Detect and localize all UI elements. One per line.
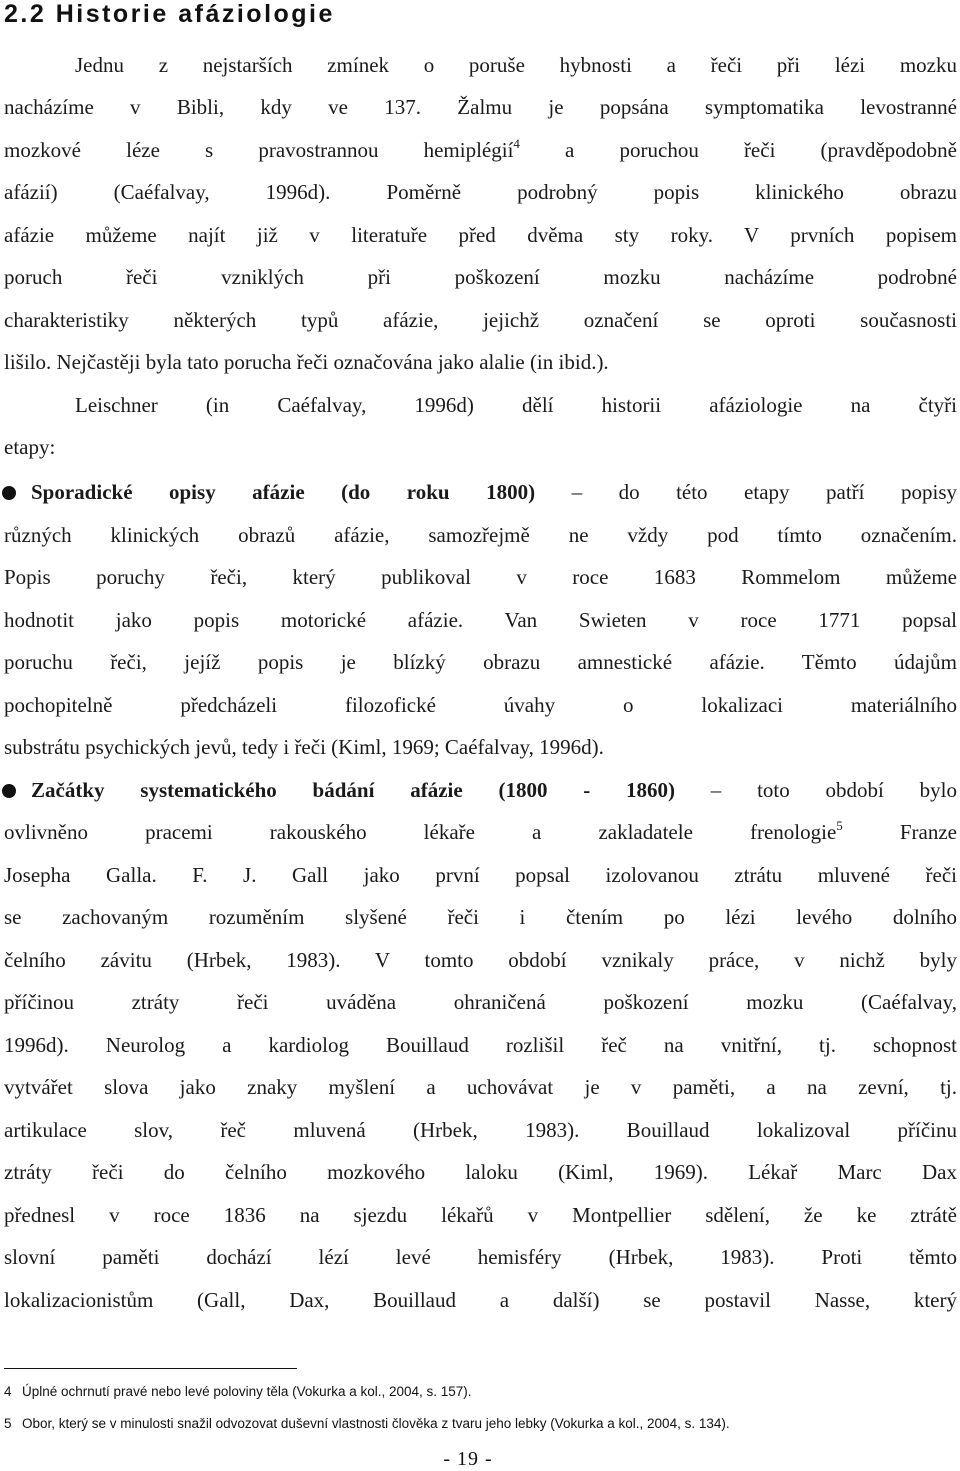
bullet2-line-12: slovní paměti dochází lézí levé hemisféry (Hrbek, 1983). Proti těmto bbox=[4, 1245, 957, 1269]
para1-line-5: afázie můžeme najít již v literatuře před dvěma sty roky. V prvních popisem bbox=[4, 223, 957, 247]
bullet2-line-3: Josepha Galla. F. J. Gall jako první popsal izolovanou ztrátu mluvené řeči bbox=[4, 863, 957, 887]
footnote-4: 4 Úplné ochrnutí pravé nebo levé poloviny těla (Vokurka a kol., 2004, s. 157). bbox=[4, 1384, 472, 1399]
bullet2-line-4: se zachovaným rozuměním slyšené řeči i čtením po lézi levého dolního bbox=[4, 905, 957, 929]
footnote-separator bbox=[4, 1368, 297, 1369]
bullet1-line-4: hodnotit jako popis motorické afázie. Van Swieten v roce 1771 popsal bbox=[4, 608, 957, 632]
section-heading: 2.2 Historie afáziologie bbox=[4, 0, 335, 28]
para1-line-8: lišilo. Nejčastěji byla tato porucha řeči označována jako alalie (in ibid.). bbox=[4, 350, 609, 374]
bullet-dot-2 bbox=[2, 784, 16, 798]
footnote-5: 5 Obor, který se v minulosti snažil odvozovat duševní vlastnosti člověka z tvaru jeho lebky (Vokurka a kol., 2004, s. 134). bbox=[4, 1416, 730, 1431]
footnote-ref-5: 5 bbox=[836, 818, 843, 833]
bullet2-line-1: Začátky systematického bádání afázie (1800 - 1860) – toto období bylo bbox=[31, 778, 957, 802]
footnote-ref-4: 4 bbox=[513, 136, 520, 151]
bullet1-line-7: substrátu psychických jevů, tedy i řeči (Kiml, 1969; Caéfalvay, 1996d). bbox=[4, 735, 604, 759]
bullet1-line-6: pochopitelně předcházeli filozofické úvahy o lokalizaci materiálního bbox=[4, 693, 957, 717]
bullet2-line-11: přednesl v roce 1836 na sjezdu lékařů v Montpellier sdělení, že ke ztrátě bbox=[4, 1203, 957, 1227]
bullet2-title: Začátky systematického bádání afázie (1800 - 1860) bbox=[31, 778, 676, 802]
para2-line-1: Leischner (in Caéfalvay, 1996d) dělí historii afáziologie na čtyři bbox=[75, 393, 957, 417]
bullet2-line-7: 1996d). Neurolog a kardiolog Bouillaud rozlišil řeč na vnitřní, tj. schopnost bbox=[4, 1033, 957, 1057]
bullet2-line-13: lokalizacionistům (Gall, Dax, Bouillaud a další) se postavil Nasse, který bbox=[4, 1288, 957, 1312]
bullet2-line-5: čelního závitu (Hrbek, 1983). V tomto období vznikaly práce, v nichž byly bbox=[4, 948, 957, 972]
para2-line-2: etapy: bbox=[4, 435, 56, 459]
bullet2-line-6: příčinou ztráty řeči uváděna ohraničená poškození mozku (Caéfalvay, bbox=[4, 990, 957, 1014]
bullet2-line-9: artikulace slov, řeč mluvená (Hrbek, 1983). Bouillaud lokalizoval příčinu bbox=[4, 1118, 957, 1142]
bullet1-line-1: Sporadické opisy afázie (do roku 1800) – do této etapy patří popisy bbox=[31, 480, 957, 504]
para1-line-6: poruch řeči vzniklých při poškození mozku nacházíme podrobné bbox=[4, 265, 957, 289]
bullet1-title: Sporadické opisy afázie (do roku 1800) bbox=[31, 480, 536, 504]
para1-line-2: nacházíme v Bibli, kdy ve 137. Žalmu je popsána symptomatika levostranné bbox=[4, 95, 957, 119]
bullet2-line-10: ztráty řeči do čelního mozkového laloku (Kiml, 1969). Lékař Marc Dax bbox=[4, 1160, 957, 1184]
bullet2-line-2: ovlivněno pracemi rakouského lékaře a zakladatele frenologie$^5$ Franze bbox=[4, 818, 958, 844]
bullet1-line-3: Popis poruchy řeči, který publikoval v roce 1683 Rommelom můžeme bbox=[4, 565, 957, 589]
para1-line-4: afázií) (Caéfalvay, 1996d). Poměrně podrobný popis klinického obrazu bbox=[4, 180, 957, 204]
page-number: - 19 - bbox=[443, 1448, 493, 1470]
para1-line-1: Jednu z nejstarších zmínek o poruše hybnosti a řeči při lézi mozku bbox=[75, 53, 957, 77]
bullet-dot-1 bbox=[2, 486, 16, 500]
bullet1-line-5: poruchu řeči, jejíž popis je blízký obrazu amnestické afázie. Těmto údajům bbox=[4, 650, 957, 674]
para1-line-3: mozkové léze s pravostrannou hemiplégií$^4$ a poruchou řeči (pravděpodobně bbox=[4, 136, 957, 162]
bullet1-line-2: různých klinických obrazů afázie, samozřejmě ne vždy pod tímto označením. bbox=[4, 523, 957, 547]
bullet2-line-8: vytvářet slova jako znaky myšlení a uchovávat je v paměti, a na zevní, tj. bbox=[4, 1075, 957, 1099]
para1-line-7: charakteristiky některých typů afázie, jejichž označení se oproti současnosti bbox=[4, 308, 957, 332]
